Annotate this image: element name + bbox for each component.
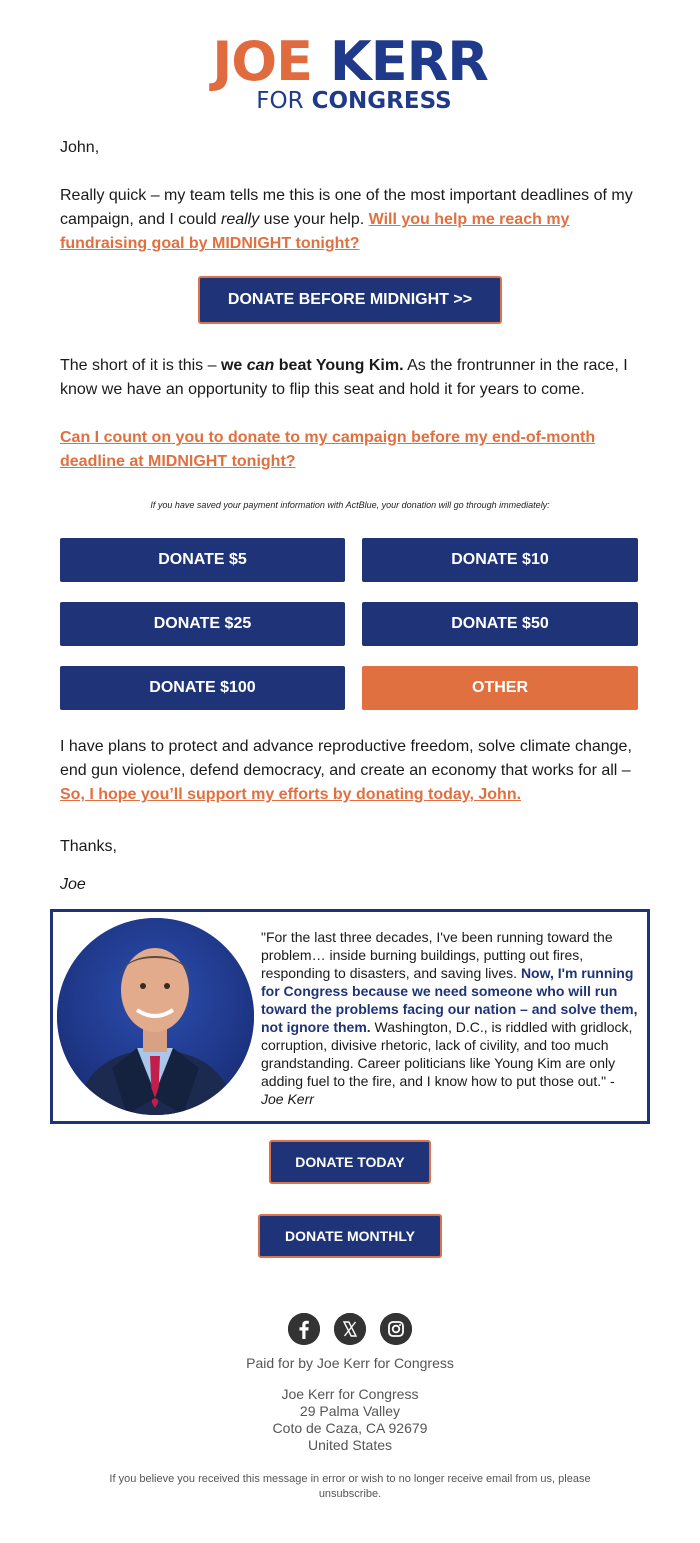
candidate-photo <box>57 918 254 1115</box>
frontrunner-text-1: The short of it is this – <box>60 357 221 374</box>
actblue-note: If you have saved your payment information with ActBlue, your donation will go through immediately: <box>150 500 550 510</box>
campaign-logo <box>0 30 700 114</box>
mailing-address <box>0 1386 700 1454</box>
frontrunner-bold-2: beat Young Kim. <box>274 357 404 374</box>
social-links <box>0 1313 700 1345</box>
plans-text: I have plans to protect and advance reproductive freedom, solve climate change, end gun violence, defend democracy, and create an economy that works for all – <box>60 738 632 779</box>
address-line-1: Joe Kerr for Congress <box>281 1386 419 1402</box>
donate-before-midnight-button[interactable]: DONATE BEFORE MIDNIGHT >> <box>198 276 502 324</box>
quote-bold: Now, I'm running for Congress because we need someone who will run toward the problems facing our nation – and solve them, not ignore them. <box>261 965 638 1035</box>
quote-text-1: "For the last three decades, I've been running toward the problem… inside burning buildings, putting out fires, responding to disasters, and saving lives. <box>261 929 613 981</box>
count-on-you-paragraph <box>60 426 645 474</box>
donate-5-button[interactable]: DONATE $5 <box>60 538 345 582</box>
donate-monthly-button[interactable]: DONATE MONTHLY <box>258 1214 442 1258</box>
unsubscribe-notice <box>80 1472 620 1502</box>
candidate-quote <box>261 928 639 1108</box>
unsubscribe-link[interactable]: unsubscribe. <box>318 1488 382 1500</box>
quote-author: Joe Kerr <box>261 1091 314 1107</box>
donate-50-button[interactable]: DONATE $50 <box>362 602 638 646</box>
instagram-icon[interactable] <box>380 1313 412 1345</box>
signoff: Thanks, <box>60 838 117 855</box>
address-line-3: Coto de Caza, CA 92679 <box>272 1420 428 1436</box>
unsubscribe-text: If you believe you received this message in error or wish to no longer receive email from us, please <box>109 1473 591 1485</box>
frontrunner-bold-em: can <box>246 357 275 374</box>
frontrunner-paragraph <box>60 354 645 402</box>
donate-other-button[interactable]: OTHER <box>362 666 638 710</box>
count-on-you-link[interactable]: Can I count on you to donate to my campaign before my end-of-month deadline at MIDNIGHT tonight? <box>60 429 596 470</box>
logo-first-name: JOE <box>212 30 313 93</box>
frontrunner-text-2: As the frontrunner in the race, I know we have an opportunity to flip this seat and hold it for years to come. <box>60 357 628 398</box>
plans-paragraph <box>60 735 645 807</box>
support-efforts-link[interactable]: So, I hope you’ll support my efforts by donating today, John. <box>60 786 522 803</box>
donate-10-button[interactable]: DONATE $10 <box>362 538 638 582</box>
logo-for: FOR <box>256 88 304 114</box>
intro-text-1: Really quick – my team tells me this is one of the most important deadlines of my campaign, and I could <box>60 187 633 228</box>
greeting: John, <box>60 139 100 156</box>
intro-emphasis: really <box>221 211 260 228</box>
address-line-4: United States <box>307 1437 393 1453</box>
signature: Joe <box>60 876 86 893</box>
logo-subtitle <box>8 88 700 114</box>
logo-name <box>0 30 700 93</box>
intro-paragraph <box>60 184 645 256</box>
candidate-quote-box <box>50 909 650 1124</box>
donate-100-button[interactable]: DONATE $100 <box>60 666 345 710</box>
address-line-2: 29 Palma Valley <box>299 1403 401 1419</box>
candidate-portrait <box>57 918 254 1115</box>
donate-25-button[interactable]: DONATE $25 <box>60 602 345 646</box>
paid-for-disclaimer: Paid for by Joe Kerr for Congress <box>246 1355 454 1371</box>
logo-last-name: KERR <box>329 30 488 93</box>
x-icon[interactable] <box>334 1313 366 1345</box>
donate-today-button[interactable]: DONATE TODAY <box>269 1140 431 1184</box>
intro-text-2: use your help. <box>259 211 369 228</box>
fundraising-goal-link[interactable]: Will you help me reach my fundraising goal by MIDNIGHT tonight? <box>60 211 570 252</box>
logo-congress: CONGRESS <box>311 88 452 114</box>
quote-text-2: Washington, D.C., is riddled with gridlock, corruption, divisive rhetoric, lack of civility, and too much grandstanding. Career politicians like Young Kim are only adding fuel to the fire, and I know how to put those out." - <box>261 1019 633 1089</box>
facebook-icon[interactable] <box>288 1313 320 1345</box>
frontrunner-bold-1: we <box>220 357 247 374</box>
